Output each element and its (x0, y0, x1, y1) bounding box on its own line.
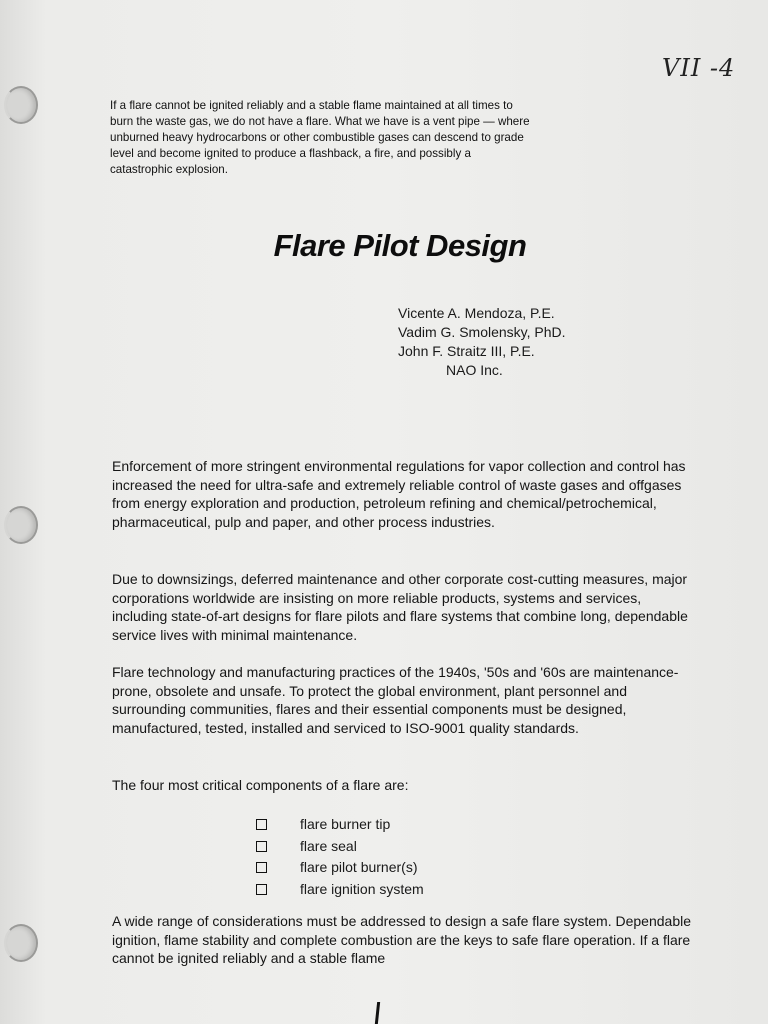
handwritten-page-mark: VII -4 (662, 54, 736, 82)
list-item-label: flare burner tip (300, 816, 391, 832)
paragraph-text: Flare technology and manufacturing practices of the 1940s, '50s and '60s are maintenance-prone, obsolete and unsafe. To protect the global environment, plant personnel and surrounding communities, flares and their essential components must be designed, manufactured, tested, installed and serviced to ISO-9001 quality standards. (112, 664, 679, 736)
epigraph: If a flare cannot be ignited reliably and a stable flame maintained at all times to burn the waste gas, we do not have a flare. What we have is a vent pipe — where unburned heavy hydrocarbons or other combustible gases can descend to grade level and become ignited to produce a flashback, a fire, and possibly a catastrophic explosion. (110, 99, 530, 176)
page-title: Flare Pilot Design (273, 228, 527, 263)
list-item (256, 879, 424, 901)
paragraph-regulations (112, 457, 692, 531)
checkbox-icon (256, 862, 267, 873)
checkbox-icon (256, 819, 267, 830)
binder-hole-bottom (4, 924, 38, 962)
organization: NAO Inc. (446, 362, 503, 378)
list-item-label: flare seal (300, 837, 357, 854)
paragraph-closing (112, 912, 692, 968)
checkbox-icon (256, 884, 267, 895)
list-item (256, 857, 424, 879)
paragraph-text: Due to downsizings, deferred maintenance and other corporate cost-cutting measures, major corporations worldwide are insisting on more reliable products, systems and services, including state-of-art designs for flare pilots and flare systems that combine long, dependable service lives with minimal maintenance. (112, 571, 688, 643)
paragraph-technology (112, 663, 692, 737)
list-item (256, 814, 424, 836)
checkbox-icon (256, 841, 267, 852)
paragraph-components-intro (112, 776, 692, 795)
list-item-label: flare ignition system (300, 880, 424, 897)
paragraph-downsizing (112, 570, 692, 644)
author-name: Vicente A. Mendoza, P.E. (398, 305, 555, 321)
paragraph-text: Enforcement of more stringent environmental regulations for vapor collection and control has increased the need for ultra-safe and extremely reliable control of waste gases and offgases from energy exploration and production, petroleum refining and chemical/petrochemical, pharmaceutical, pulp and paper, and other process industries. (112, 458, 686, 530)
paragraph-text: The four most critical components of a flare are: (112, 777, 409, 793)
components-checklist (256, 814, 424, 900)
author-name: John F. Straitz III, P.E. (398, 343, 535, 359)
author-block (398, 304, 566, 380)
author-name: Vadim G. Smolensky, PhD. (398, 324, 566, 340)
binder-hole-middle (4, 506, 38, 544)
paragraph-text: A wide range of considerations must be addressed to design a safe flare system. Dependable ignition, flame stability and complete combustion are the keys to safe flare operation. If a flare cannot be ignited reliably and a stable flame (112, 913, 692, 966)
page-number-mark (375, 1002, 380, 1024)
binder-hole-top (4, 86, 38, 124)
list-item (256, 836, 424, 858)
list-item-label: flare pilot burner(s) (300, 859, 418, 875)
